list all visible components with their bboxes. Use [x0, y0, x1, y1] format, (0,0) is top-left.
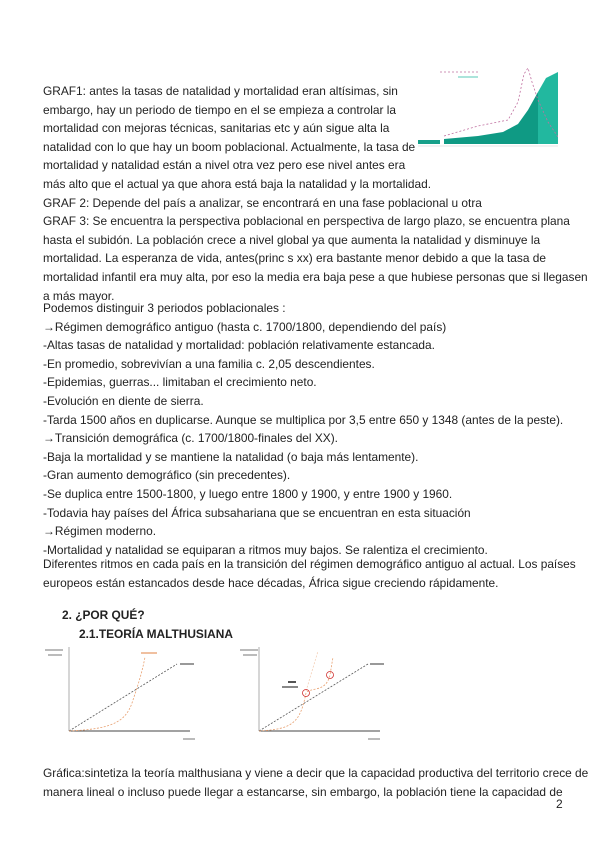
text-line: mortalidad con mejoras técnicas, sanitarias etc y aún sigue alta la	[43, 121, 390, 136]
text-line: GRAF1: antes la tasas de natalidad y mortalidad eran altísimas, sin	[43, 84, 398, 98]
text-line: a más mayor.	[43, 288, 115, 303]
list-item: -Se duplica entre 1500-1800, y luego entre 1800 y 1900, y entre 1900 y 1960.	[43, 487, 453, 501]
text-line: embargo, hay un periodo de tiempo en el se empieza a controlar la	[43, 102, 396, 117]
malthus-chart-right	[238, 643, 388, 748]
text-line: GRAF 3: Se encuentra la perspectiva poblacional en perspectiva de largo plazo, se encuentra plana	[43, 214, 570, 229]
text-line: europeos están estancados desde hace décadas, África sigue creciendo rápidamente.	[43, 575, 499, 590]
text-line: GRAF 2: Depende del país a analizar, se encontrará en una fase poblacional u otra	[43, 195, 482, 210]
text-line: mortalidad infantil era muy alta, por eso la media era baja pese a que hubiese personas que si llegasen	[43, 270, 588, 284]
text-line: Diferentes ritmos en cada país en la transición del régimen demográfico antiguo al actual. Los países	[43, 557, 576, 571]
population-curve	[259, 657, 333, 731]
population-area	[418, 140, 440, 144]
list-intro: Podemos distinguir 3 periodos poblacionales :	[43, 301, 286, 315]
list-item: →Régimen moderno.	[43, 524, 157, 539]
list-item: -Altas tasas de natalidad y mortalidad: población relativamente estancada.	[43, 338, 435, 353]
list-item: -Todavia hay países del África subsahariana que se encuentran en esta situación	[43, 505, 471, 520]
subsection-heading: 2.1.TEORÍA MALTHUSIANA	[79, 626, 233, 641]
list-item: -Mortalidad y natalidad se equiparan a ritmos muy bajos. Se ralentiza el crecimiento.	[43, 542, 488, 557]
list-item: →Régimen demográfico antiguo (hasta c. 1700/1800, dependiendo del país)	[43, 319, 447, 334]
text-line: Gráfica:sintetiza la teoría malthusiana y viene a decir que la capacidad productiva del territorio crece de	[43, 766, 589, 780]
text-line: mortalidad y natalidad están a nivel otra vez pero ese nivel antes era	[43, 158, 406, 173]
list-item: -Evolución en diente de sierra.	[43, 394, 204, 408]
text-line: más alto que el actual ya que ahora está baja la natalidad y la mortalidad.	[43, 177, 432, 191]
list-item: →Transición demográfica (c. 1700/1800-finales del XX).	[43, 431, 338, 446]
population-curve	[69, 657, 145, 731]
page-number: 2	[556, 797, 563, 811]
malthus-chart-left	[40, 643, 200, 748]
list-item: -Gran aumento demográfico (sin precedentes).	[43, 468, 291, 483]
list-item: -Tarda 1500 años en duplicarse. Aunque se multiplica por 3,5 entre 650 y 1348 (antes de la peste).	[43, 412, 564, 427]
equilibrium-marker	[327, 672, 334, 679]
production-line	[259, 664, 368, 731]
population-growth-chart-image	[418, 62, 558, 152]
list-item: -En promedio, sobrevivían a una familia c. 2,05 descendientes.	[43, 356, 375, 371]
list-item: -Epidemias, guerras... limitaban el crecimiento neto.	[43, 375, 317, 390]
text-line: natalidad con lo que hay un boom poblacional. Actualmente, la tasa de	[43, 139, 416, 154]
text-line: hasta el subidón. La población crece a nivel global ya que aumenta la natalidad y disminuye la	[43, 232, 541, 247]
section-heading: 2. ¿POR QUÉ?	[62, 608, 145, 622]
text-line: manera lineal o incluso puede llegar a estancarse, sin embargo, la población tiene la capacidad de	[43, 784, 563, 799]
production-line	[69, 664, 177, 731]
list-item: -Baja la mortalidad y se mantiene la natalidad (o baja más lentamente).	[43, 449, 419, 464]
text-line: mortalidad. La esperanza de vida, antes(princ s xx) era bastante menor debido a que la tasa de	[43, 251, 547, 266]
